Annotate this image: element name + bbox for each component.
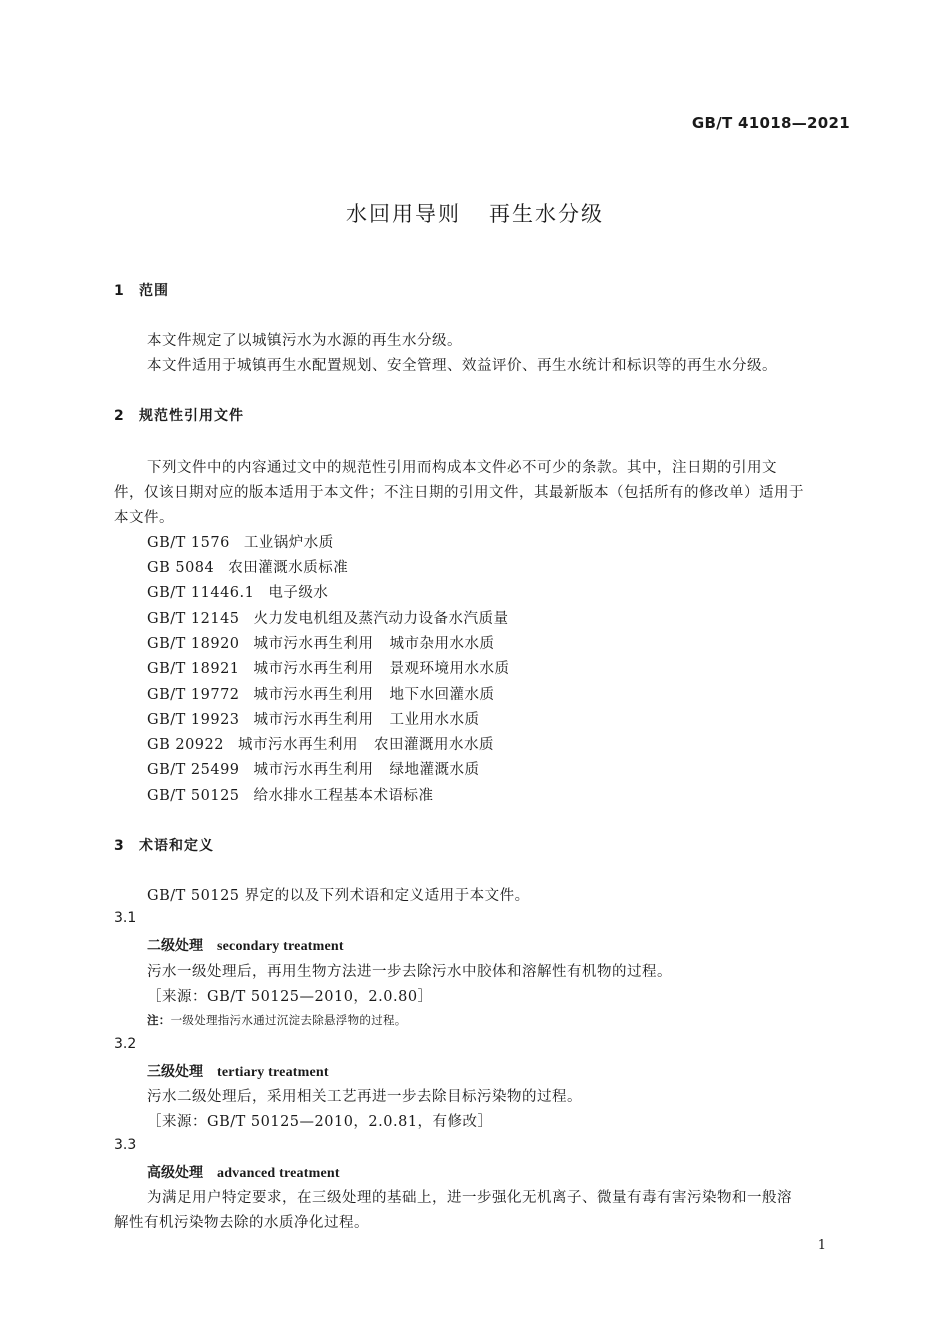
section-number: 3 — [114, 838, 125, 854]
document-number: GB/T 41018—2021 — [691, 114, 850, 132]
section-title: 规范性引用文件 — [139, 408, 244, 424]
term-definition-line-1: 为满足用户特定要求，在三级处理的基础上，进一步强化无机离子、微量有毒有害污染物和一般溶 — [147, 1190, 792, 1206]
scope-paragraph-1: 本文件规定了以城镇污水为水源的再生水分级。 — [147, 333, 462, 349]
reference-item: GB/T 25499 城市污水再生利用 绿地灌溉水质 — [147, 762, 480, 778]
section-heading-terms — [114, 835, 214, 855]
term-number: 3.3 — [114, 1137, 137, 1153]
section-heading-normative-references — [114, 405, 244, 425]
page-number: 1 — [817, 1238, 826, 1253]
reference-item: GB 20922 城市污水再生利用 农田灌溉用水水质 — [147, 737, 494, 753]
normative-intro-line-3: 本文件。 — [114, 510, 174, 526]
reference-item: GB/T 18921 城市污水再生利用 景观环境用水水质 — [147, 661, 510, 677]
scope-paragraph-2: 本文件适用于城镇再生水配置规划、安全管理、效益评价、再生水统计和标识等的再生水分级。 — [147, 358, 777, 374]
section-heading-scope — [114, 280, 169, 300]
normative-intro-line-1: 下列文件中的内容通过文中的规范性引用而构成本文件必不可少的条款。其中，注日期的引用文 — [147, 460, 777, 476]
term-note: 注：一级处理指污水通过沉淀去除悬浮物的过程。 — [147, 1013, 407, 1027]
reference-item: GB/T 18920 城市污水再生利用 城市杂用水水质 — [147, 636, 495, 652]
page-title — [0, 198, 950, 228]
term-heading: 二级处理 secondary treatment — [147, 938, 344, 954]
reference-item: GB/T 19772 城市污水再生利用 地下水回灌水质 — [147, 687, 495, 703]
term-definition: 污水一级处理后，再用生物方法进一步去除污水中胶体和溶解性有机物的过程。 — [147, 964, 672, 980]
term-source: ［来源：GB/T 50125—2010，2.0.80］ — [147, 989, 433, 1005]
term-number: 3.2 — [114, 1036, 137, 1052]
section-number: 2 — [114, 408, 125, 424]
section-title: 范围 — [139, 283, 169, 299]
section-title: 术语和定义 — [139, 838, 214, 854]
reference-item: GB/T 11446.1 电子级水 — [147, 585, 329, 601]
term-definition-line-2: 解性有机污染物去除的水质净化过程。 — [114, 1215, 369, 1231]
section-number: 1 — [114, 283, 125, 299]
reference-item: GB/T 50125 给水排水工程基本术语标准 — [147, 788, 434, 804]
term-source: ［来源：GB/T 50125—2010，2.0.81，有修改］ — [147, 1114, 493, 1130]
term-definition: 污水二级处理后，采用相关工艺再进一步去除目标污染物的过程。 — [147, 1089, 582, 1105]
reference-item: GB 5084 农田灌溉水质标准 — [147, 560, 349, 576]
reference-item: GB/T 19923 城市污水再生利用 工业用水水质 — [147, 712, 480, 728]
normative-intro-line-2: 件，仅该日期对应的版本适用于本文件；不注日期的引用文件，其最新版本（包括所有的修改单）适用于 — [114, 485, 804, 501]
reference-item: GB/T 12145 火力发电机组及蒸汽动力设备水汽质量 — [147, 611, 509, 627]
reference-item: GB/T 1576 工业锅炉水质 — [147, 535, 334, 551]
title-part-1: 水回用导则 — [346, 202, 461, 226]
title-part-2: 再生水分级 — [489, 202, 604, 226]
term-heading: 高级处理 advanced treatment — [147, 1165, 340, 1181]
term-heading: 三级处理 tertiary treatment — [147, 1064, 329, 1080]
term-number: 3.1 — [114, 910, 137, 926]
terms-intro: GB/T 50125 界定的以及下列术语和定义适用于本文件。 — [147, 888, 530, 904]
